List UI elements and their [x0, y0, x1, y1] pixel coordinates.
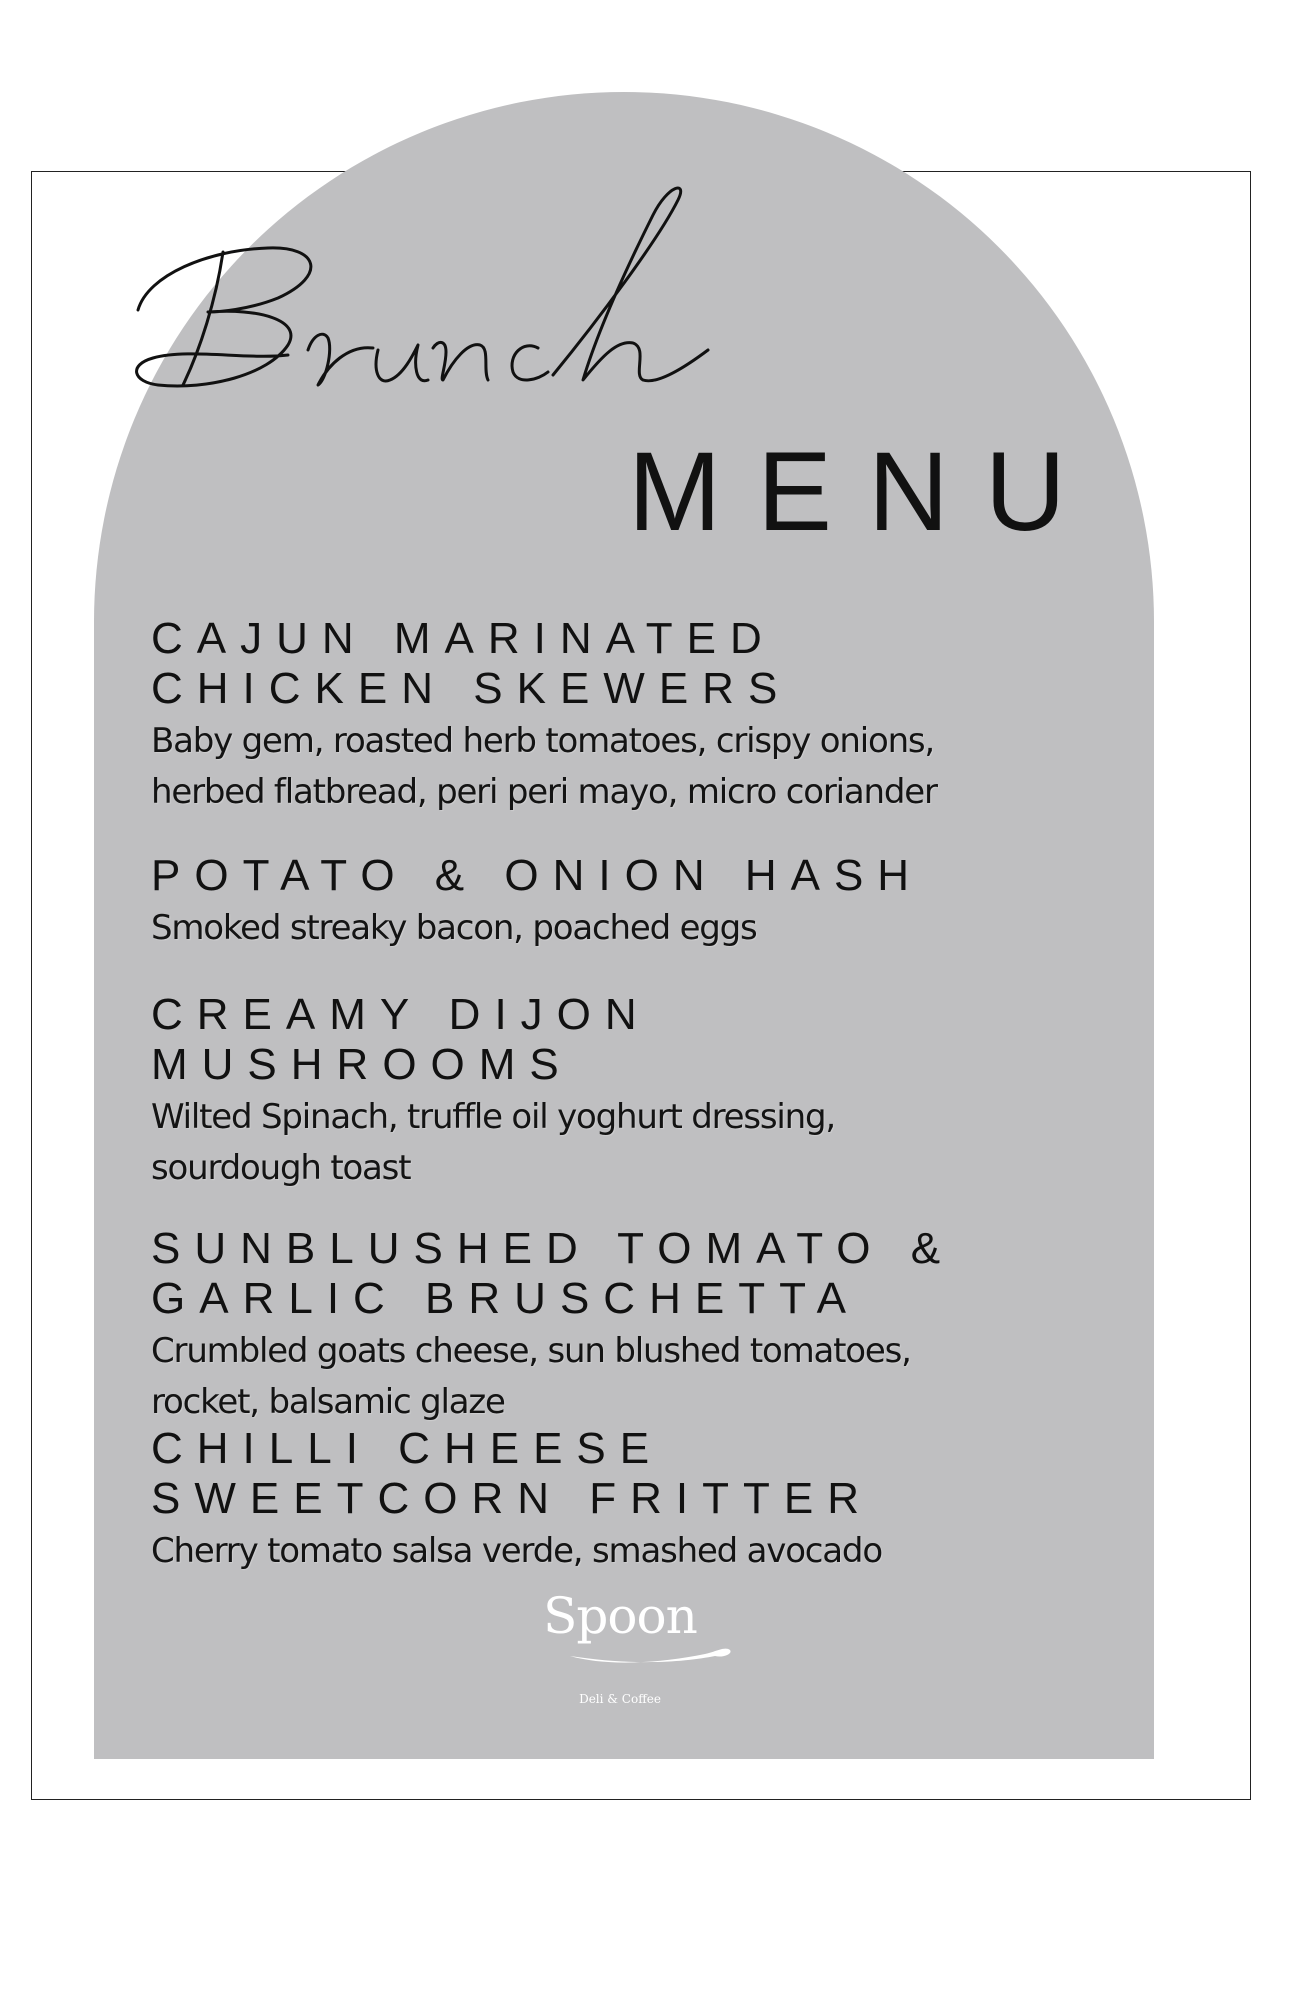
spoon-swoosh-icon: [565, 1636, 735, 1666]
menu-item: [151, 614, 1101, 818]
menu-item: [151, 851, 1101, 954]
menu-item: [151, 1424, 1101, 1577]
item-name: CAJUN MARINATED CHICKEN SKEWERS: [151, 614, 792, 713]
item-name: POTATO & ONION HASH: [151, 851, 924, 900]
menu-item: [151, 990, 1101, 1194]
item-description: Crumbled goats cheese, sun blushed tomatoes, rocket, balsamic glaze: [151, 1331, 911, 1422]
item-name: SUNBLUSHED TOMATO & GARLIC BRUSCHETTA: [151, 1224, 955, 1323]
item-description: Cherry tomato salsa verde, smashed avocado: [151, 1531, 882, 1571]
item-name: CREAMY DIJON MUSHROOMS: [151, 990, 651, 1089]
item-description: Baby gem, roasted herb tomatoes, crispy onions, herbed flatbread, peri peri mayo, micro coriander: [151, 721, 937, 812]
item-description: Smoked streaky bacon, poached eggs: [151, 908, 757, 948]
item-name: CHILLI CHEESE SWEETCORN FRITTER: [151, 1424, 873, 1523]
item-description: Wilted Spinach, truffle oil yoghurt dressing, sourdough toast: [151, 1097, 835, 1188]
brunch-script-title: [128, 180, 848, 430]
menu-heading: MENU: [628, 429, 1102, 554]
menu-item: [151, 1224, 1101, 1428]
logo-wordmark: Spoon: [543, 1587, 697, 1645]
spoon-logo: [520, 1586, 720, 1706]
logo-tagline: Deli & Coffee: [579, 1692, 661, 1706]
